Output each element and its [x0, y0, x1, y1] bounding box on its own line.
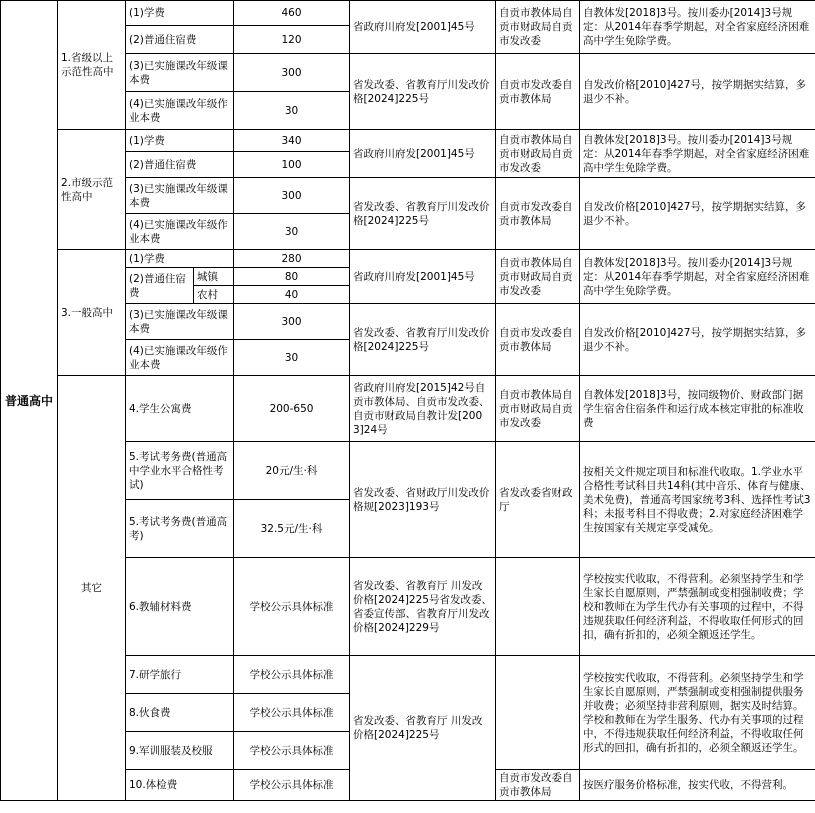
dept-cell: 自贡市发改委自贡市教体局 [496, 178, 580, 250]
item-value: 300 [234, 54, 350, 92]
dept-cell [496, 656, 580, 770]
category-cell: 普通高中 [1, 1, 58, 801]
basis-cell: 省发改委、省教育厅川发改价格[2024]225号 [350, 178, 496, 250]
item-value: 280 [234, 250, 350, 268]
item-value: 32.5元/生·科 [234, 500, 350, 558]
item-value: 120 [234, 26, 350, 54]
item-value: 学校公示具体标准 [234, 694, 350, 732]
item-name: (2)普通住宿费 [126, 268, 194, 304]
dept-cell: 省发改委省财政厅 [496, 442, 580, 558]
basis-cell: 省政府川府发[2001]45号 [350, 1, 496, 54]
basis-cell: 省发改委、省教育厅川发改价格[2024]225号 [350, 304, 496, 376]
dept-cell: 自贡市教体局自贡市财政局自贡市发改委 [496, 250, 580, 304]
item-value: 300 [234, 178, 350, 214]
item-name: (4)已实施课改年级作业本费 [126, 92, 234, 130]
item-name: (1)学费 [126, 1, 234, 26]
item-name: (4)已实施课改年级作业本费 [126, 214, 234, 250]
item-name: 7.研学旅行 [126, 656, 234, 694]
basis-cell: 省发改委、省教育厅 川发改价格[2024]225号省发改委、省委宣传部、省教育厅川发改价格[2024]229号 [350, 558, 496, 656]
item-value: 300 [234, 304, 350, 340]
group-label: 1.省级以上示范性高中 [58, 1, 126, 130]
item-value: 20元/生·科 [234, 442, 350, 500]
item-value: 100 [234, 152, 350, 178]
dept-cell [496, 558, 580, 656]
item-name: 10.体检费 [126, 770, 234, 801]
note-cell: 按医疗服务价格标准，按实代收，不得营利。 [580, 770, 815, 801]
item-name: 5.考试考务费(普通高中学业水平合格性考试) [126, 442, 234, 500]
item-value: 学校公示具体标准 [234, 558, 350, 656]
note-cell: 学校按实代收取，不得营利。必须坚持学生和学生家长自愿原则，严禁强制或变相强制收费；学校和教师在为学生代办有关事项的过程中，不得违规获取任何经济利益，不得收取任何形式的回扣，确有折扣的，必须全额返还学生。 [580, 558, 815, 656]
item-value: 80 [234, 268, 350, 286]
note-cell: 学校按实代收取，不得营利。必须坚持学生和学生家长自愿原则，严禁强制或变相强制提供服务并收费；必须坚持非营利原则，据实及时结算。学校和教师在为学生服务、代办有关事项的过程中，不得违规获取任何经济利益，不得收取任何形式的回扣，确有折扣的，必须全额返还学生。 [580, 656, 815, 770]
item-value: 学校公示具体标准 [234, 656, 350, 694]
item-name: (4)已实施课改年级作业本费 [126, 340, 234, 376]
basis-cell: 省政府川府发[2001]45号 [350, 250, 496, 304]
item-value: 学校公示具体标准 [234, 770, 350, 801]
item-name: (1)学费 [126, 130, 234, 152]
item-value: 40 [234, 286, 350, 304]
item-name: 6.教辅材料费 [126, 558, 234, 656]
item-value: 30 [234, 340, 350, 376]
item-value: 200-650 [234, 376, 350, 442]
sub-item-name: 农村 [194, 286, 234, 304]
dept-cell: 自贡市发改委自贡市教体局 [496, 770, 580, 801]
item-name: (2)普通住宿费 [126, 26, 234, 54]
item-name: 4.学生公寓费 [126, 376, 234, 442]
item-name: 5.考试考务费(普通高考) [126, 500, 234, 558]
note-cell: 自发改价格[2010]427号，按学期据实结算，多退少不补。 [580, 54, 815, 130]
item-value: 460 [234, 1, 350, 26]
basis-cell: 省政府川府发[2001]45号 [350, 130, 496, 178]
dept-cell: 自贡市发改委自贡市教体局 [496, 54, 580, 130]
sub-item-name: 城镇 [194, 268, 234, 286]
group-label: 3.一般高中 [58, 250, 126, 376]
dept-cell: 自贡市教体局自贡市财政局自贡市发改委 [496, 130, 580, 178]
basis-cell: 省政府川府发[2015]42号自贡市教体局、自贡市发改委、自贡市财政局自教计发[2003]24号 [350, 376, 496, 442]
dept-cell: 自贡市教体局自贡市财政局自贡市发改委 [496, 1, 580, 54]
basis-cell: 省发改委、省财政厅川发改价格规[2023]193号 [350, 442, 496, 558]
item-name: 9.军训服装及校服 [126, 732, 234, 770]
item-name: (3)已实施课改年级课本费 [126, 54, 234, 92]
note-cell: 自教体发[2018]3号。按川委办[2014]3号规定：从2014年春季学期起，对全省家庭经济困难高中学生免除学费。 [580, 250, 815, 304]
item-value: 学校公示具体标准 [234, 732, 350, 770]
note-cell: 自发改价格[2010]427号，按学期据实结算，多退少不补。 [580, 178, 815, 250]
basis-cell: 省发改委、省教育厅川发改价格[2024]225号 [350, 54, 496, 130]
group-label: 其它 [58, 376, 126, 801]
item-name: (3)已实施课改年级课本费 [126, 178, 234, 214]
item-name: (3)已实施课改年级课本费 [126, 304, 234, 340]
note-cell: 自发改价格[2010]427号，按学期据实结算，多退少不补。 [580, 304, 815, 376]
item-name: (2)普通住宿费 [126, 152, 234, 178]
basis-cell: 省发改委、省教育厅 川发改价格[2024]225号 [350, 656, 496, 801]
item-value: 30 [234, 92, 350, 130]
item-value: 30 [234, 214, 350, 250]
dept-cell: 自贡市发改委自贡市教体局 [496, 304, 580, 376]
group-label: 2.市级示范性高中 [58, 130, 126, 250]
note-cell: 按相关文件规定项目和标准代收取。1.学业水平合格性考试科目共14科(其中音乐、体育与健康、美术免费)，普通高考国家统考3科、选择性考试3科；未报考科目不得收费；2.对家庭经济困难学生按国家有关规定享受减免。 [580, 442, 815, 558]
item-value: 340 [234, 130, 350, 152]
item-name: (1)学费 [126, 250, 234, 268]
dept-cell: 自贡市教体局自贡市财政局自贡市发改委 [496, 376, 580, 442]
note-cell: 自教体发[2018]3号。按川委办[2014]3号规定：从2014年春季学期起，对全省家庭经济困难高中学生免除学费。 [580, 130, 815, 178]
item-name: 8.伙食费 [126, 694, 234, 732]
note-cell: 自教体发[2018]3号。按川委办[2014]3号规定：从2014年春季学期起，对全省家庭经济困难高中学生免除学费。 [580, 1, 815, 54]
note-cell: 自教体发[2018]3号，按同级物价、财政部门据学生宿舍住宿条件和运行成本核定审批的标准收费 [580, 376, 815, 442]
